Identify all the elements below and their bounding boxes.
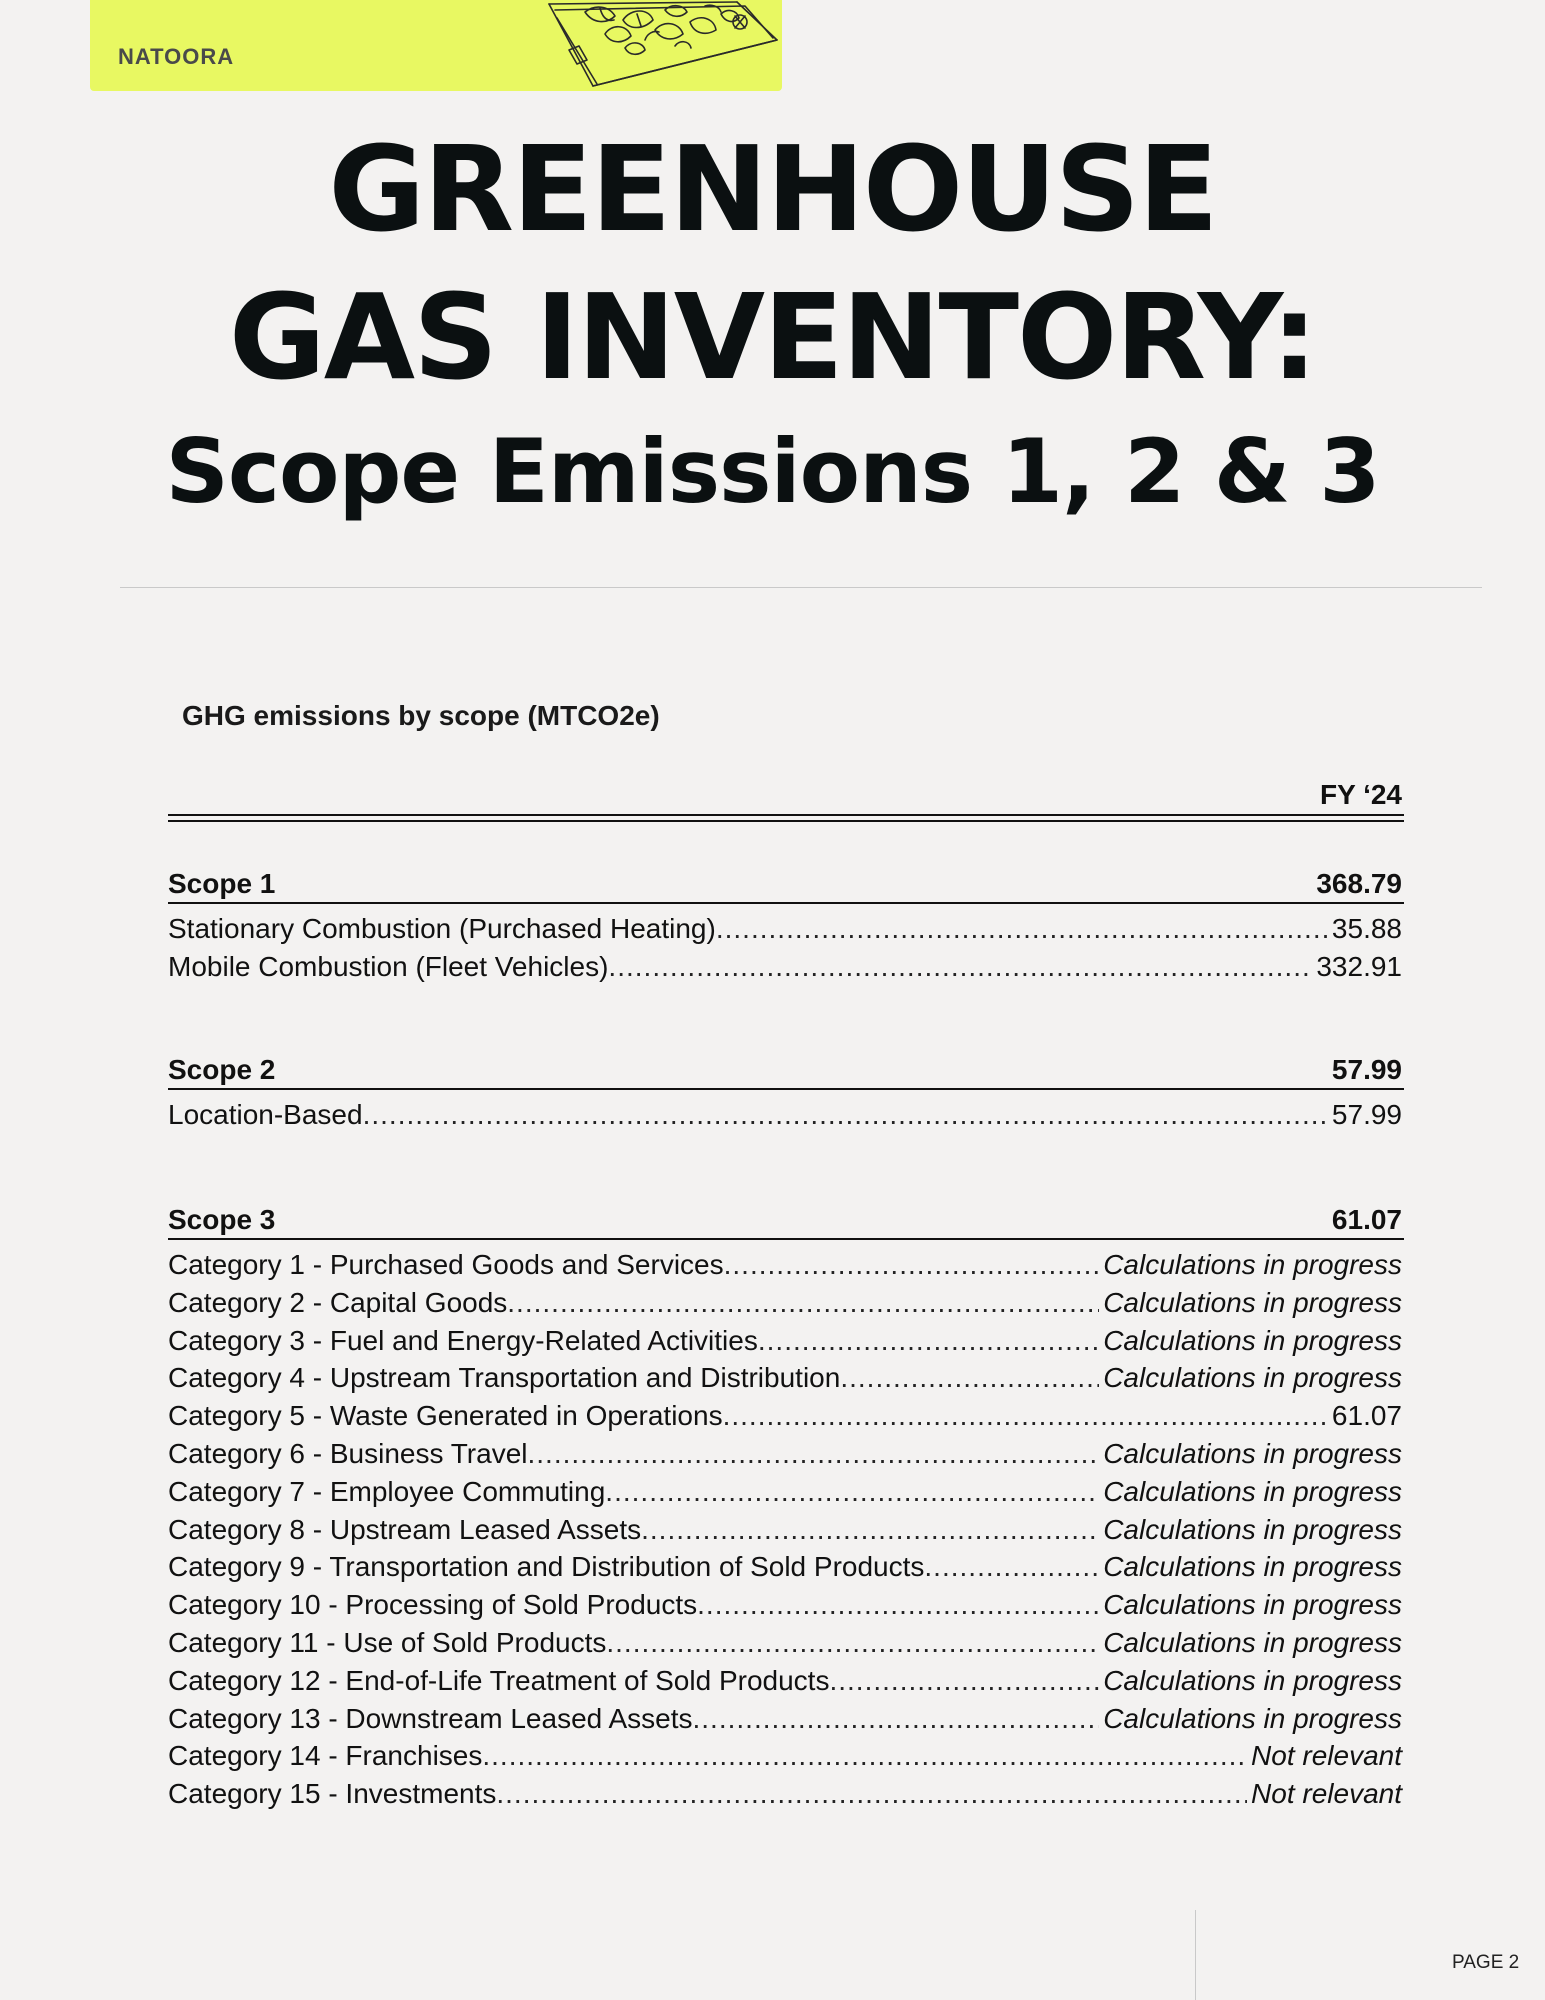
table-caption: GHG emissions by scope (MTCO2e)	[182, 700, 660, 731]
dot-leader	[829, 1662, 1099, 1700]
row-label: Category 12 - End-of-Life Treatment of Sold Products	[168, 1664, 830, 1696]
table-row	[168, 1284, 1404, 1322]
footer-divider	[1195, 1910, 1196, 2000]
table-row	[168, 1511, 1404, 1549]
scope-2-rows	[168, 1096, 1404, 1134]
emissions-table-header	[168, 776, 1404, 822]
dot-leader	[496, 1775, 1247, 1813]
row-label: Category 13 - Downstream Leased Assets	[168, 1702, 693, 1734]
section-divider	[120, 587, 1482, 588]
table-row	[168, 1397, 1404, 1435]
dot-leader	[641, 1511, 1099, 1549]
row-label: Category 1 - Purchased Goods and Services	[168, 1249, 724, 1280]
row-label: Category 3 - Fuel and Energy-Related Activities	[168, 1324, 758, 1356]
dot-leader	[606, 1624, 1099, 1662]
row-value: Not relevant	[1251, 1778, 1402, 1810]
row-label: Mobile Combustion (Fleet Vehicles)	[168, 950, 609, 982]
scope-3-heading	[168, 1202, 1404, 1240]
table-row	[168, 910, 1404, 948]
table-row	[168, 1624, 1404, 1662]
row-label: Category 11 - Use of Sold Products	[168, 1626, 607, 1658]
row-label: Category 7 - Employee Commuting	[168, 1475, 606, 1507]
row-label: Location-Based	[168, 1099, 363, 1130]
dot-leader	[507, 1284, 1099, 1322]
table-row	[168, 1737, 1404, 1775]
table-row	[168, 1775, 1404, 1813]
table-row	[168, 1096, 1404, 1134]
brand-tab	[90, 0, 782, 91]
header-double-rule	[168, 814, 1404, 822]
dot-leader	[605, 1473, 1099, 1511]
dot-leader	[716, 910, 1328, 948]
row-value: Not relevant	[1251, 1740, 1402, 1772]
row-value: Calculations in progress	[1103, 1437, 1402, 1469]
dot-leader	[482, 1737, 1247, 1775]
dot-leader	[608, 948, 1312, 986]
scope-1-rows	[168, 910, 1404, 986]
dot-leader	[692, 1700, 1099, 1738]
title-line-2: GAS INVENTORY:	[228, 268, 1317, 406]
produce-crate-illustration	[545, 0, 780, 91]
dot-leader	[363, 1096, 1328, 1134]
dot-leader	[724, 1246, 1100, 1284]
dot-leader	[924, 1548, 1099, 1586]
row-label: Category 15 - Investments	[168, 1778, 497, 1810]
row-value: Calculations in progress	[1103, 1513, 1402, 1545]
title-line-1: GREENHOUSE	[328, 120, 1217, 258]
scope-2-heading	[168, 1052, 1404, 1090]
row-value: Calculations in progress	[1103, 1286, 1402, 1318]
row-value: 35.88	[1331, 913, 1402, 944]
scope-3-section	[168, 1202, 1404, 1813]
table-row	[168, 1548, 1404, 1586]
row-value: Calculations in progress	[1103, 1702, 1402, 1734]
table-row	[168, 1322, 1404, 1360]
scope-3-rows	[168, 1246, 1404, 1813]
dot-leader	[528, 1435, 1100, 1473]
table-row	[168, 1662, 1404, 1700]
dot-leader	[697, 1586, 1099, 1624]
scope-1-section	[168, 866, 1404, 986]
scope-1-heading	[168, 866, 1404, 904]
row-label: Stationary Combustion (Purchased Heating)	[168, 913, 716, 944]
subtitle: Scope Emissions 1, 2 & 3	[165, 420, 1380, 523]
row-label: Category 14 - Franchises	[168, 1740, 483, 1772]
row-label: Category 6 - Business Travel	[168, 1437, 528, 1469]
dot-leader	[840, 1359, 1099, 1397]
row-value: Calculations in progress	[1103, 1664, 1402, 1696]
row-value: Calculations in progress	[1103, 1249, 1402, 1280]
table-row	[168, 1473, 1404, 1511]
table-row	[168, 1586, 1404, 1624]
row-label: Category 4 - Upstream Transportation and Distribution	[168, 1362, 841, 1394]
row-value: Calculations in progress	[1103, 1475, 1402, 1507]
dot-leader	[758, 1322, 1099, 1360]
page-number: PAGE 2	[1452, 1952, 1520, 1973]
row-label: Category 8 - Upstream Leased Assets	[168, 1513, 642, 1545]
scope-2-section	[168, 1052, 1404, 1134]
row-value: 332.91	[1316, 950, 1402, 982]
scope-1-label: Scope 1	[168, 868, 276, 899]
row-label: Category 10 - Processing of Sold Products	[168, 1589, 698, 1621]
column-header-fy24: FY ‘24	[1320, 779, 1402, 810]
brand-name: NATOORA	[118, 44, 235, 69]
table-row	[168, 1246, 1404, 1284]
row-value: Calculations in progress	[1103, 1324, 1402, 1356]
table-row	[168, 948, 1404, 986]
table-row	[168, 1359, 1404, 1397]
scope-2-label: Scope 2	[168, 1054, 276, 1085]
row-label: Category 9 - Transportation and Distribution of Sold Products	[168, 1551, 925, 1583]
row-value: 61.07	[1331, 1400, 1402, 1432]
row-value: 57.99	[1331, 1099, 1402, 1130]
scope-1-total: 368.79	[1316, 868, 1402, 899]
row-value: Calculations in progress	[1103, 1362, 1402, 1394]
dot-leader	[723, 1397, 1328, 1435]
row-value: Calculations in progress	[1103, 1589, 1402, 1621]
row-value: Calculations in progress	[1103, 1551, 1402, 1583]
table-row	[168, 1435, 1404, 1473]
scope-3-label: Scope 3	[168, 1204, 276, 1235]
row-label: Category 5 - Waste Generated in Operations	[168, 1400, 723, 1432]
table-row	[168, 1700, 1404, 1738]
row-label: Category 2 - Capital Goods	[168, 1286, 508, 1318]
row-value: Calculations in progress	[1103, 1626, 1402, 1658]
scope-2-total: 57.99	[1331, 1054, 1402, 1085]
scope-3-total: 61.07	[1331, 1204, 1402, 1235]
